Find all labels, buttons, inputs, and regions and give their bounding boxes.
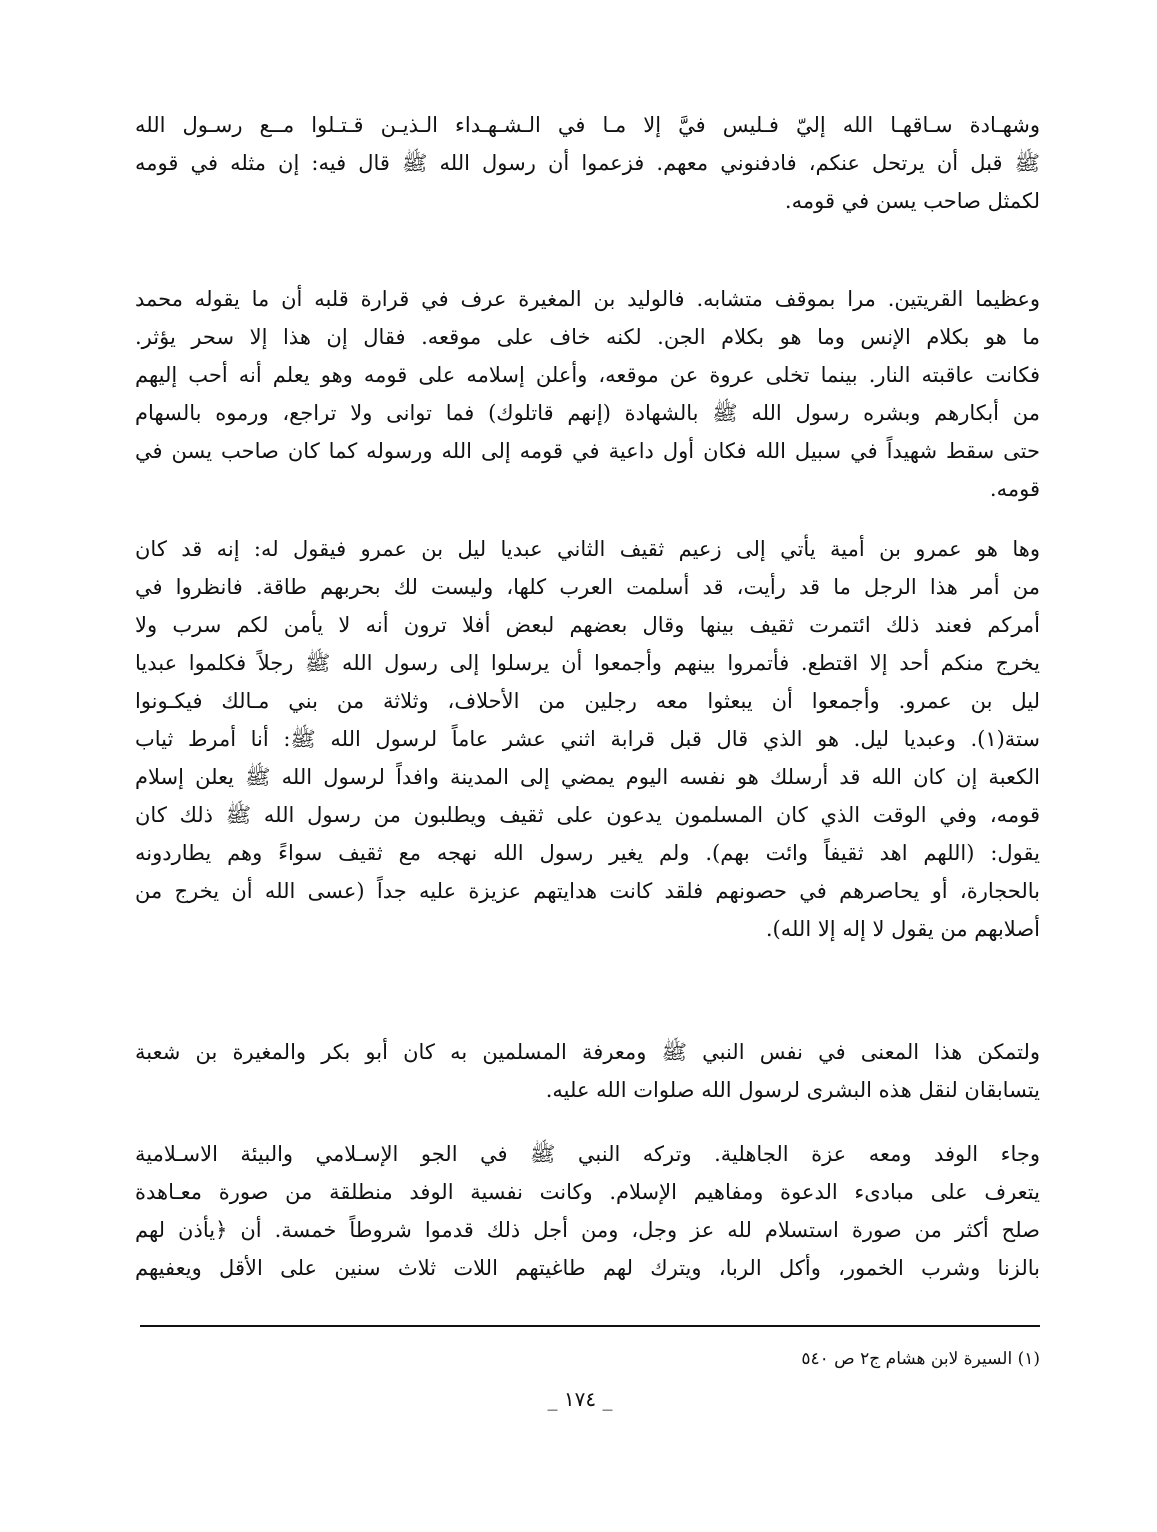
text-line: يتسابقان لنقل هذه البشرى لرسول الله صلوات الله عليه. (545, 1078, 1040, 1102)
text-line: وشهـادة سـاقهـا الله إليّ فـليس فيَّ إلا مـا في الـشـهـداء الـذيـن قـتـلوا مــع رسـول الله (135, 113, 1040, 137)
text-line: صلح أكثر من صورة استسلام لله عز وجل، ومن أجل ذلك قدموا شروطاً خمسة. أن ﴿يأذن لهم (135, 1218, 1040, 1242)
text-line: الكعبة إن كان الله قد أرسلك هو نفسه اليوم يمضي إلى المدينة وافداً لرسول الله ﷺ يعلن إسلام (135, 765, 1040, 789)
text-line: من أبكارهم وبشره رسول الله ﷺ بالشهادة (إنهم قاتلوك) فما توانى ولا تراجع، ورموه بالسهام (135, 401, 1040, 425)
text-line: من أمر هذا الرجل ما قد رأيت، قد أسلمت العرب كلها، وليست لك بحربهم طاقة. فانظروا في (135, 575, 1040, 599)
paragraph (135, 106, 1040, 220)
page-number: _ ١٧٤ _ (547, 1387, 613, 1411)
text-line: ستة(١). وعبديا ليل. هو الذي قال قبل قرابة اثني عشر عاماً لرسول الله ﷺ: أنا أمرط ثياب (135, 727, 1040, 751)
text-line: ولتمكن هذا المعنى في نفس النبي ﷺ ومعرفة المسلمين به كان أبو بكر والمغيرة بن شعبة (135, 1040, 1040, 1064)
paragraph (135, 530, 1040, 948)
text-line: وعظيما القريتين. مرا بموقف متشابه. فالوليد بن المغيرة عرف في قرارة قلبه أن ما يقوله محمد (135, 287, 1040, 311)
text-line: لكمثل صاحب يسن في قومه. (784, 189, 1040, 213)
text-line: يخرج منكم أحد إلا اقتطع. فأتمروا بينهم وأجمعوا أن يرسلوا إلى رسول الله ﷺ رجلاً فكلموا عبديا (135, 651, 1040, 675)
text-line: وها هو عمرو بن أمية يأتي إلى زعيم ثقيف الثاني عبديا ليل بن عمرو فيقول له: إنه قد كان (135, 537, 1040, 561)
text-line: ليل بن عمرو. وأجمعوا أن يبعثوا معه رجلين من الأحلاف، وثلاثة من بني مـالك فيكـونوا (135, 689, 1040, 713)
text-line: يتعرف على مبادىء الدعوة ومفاهيم الإسلام. وكانت نفسية الوفد منطلقة من صورة معـاهدة (135, 1180, 1040, 1204)
text-line: قومه. (989, 477, 1040, 501)
text-line: بالحجارة، أو يحاصرهم في حصونهم فلقد كانت هدايتهم عزيزة عليه جداً (عسى الله أن يخرج من (135, 879, 1040, 903)
text-line: حتى سقط شهيداً في سبيل الله فكان أول داعية في قومه إلى الله ورسوله كما كان صاحب يسن في (135, 439, 1040, 463)
text-line: وجاء الوفد ومعه عزة الجاهلية. وتركه النبي ﷺ في الجو الإسـلامي والبيئة الاسـلامية (135, 1142, 1040, 1166)
paragraph (135, 280, 1040, 508)
text-line: ﷺ قبل أن يرتحل عنكم، فادفنوني معهم. فزعموا أن رسول الله ﷺ قال فيه: إن مثله في قومه (135, 151, 1040, 175)
footnote-divider (140, 1325, 1040, 1327)
footnote: (١) السيرة لابن هشام ج٢ ص ٥٤٠ (801, 1349, 1040, 1369)
text-line: يقول: (اللهم اهد ثقيفاً وائت بهم). ولم يغير رسول الله نهجه مع ثقيف سواءً وهم يطاردونه (135, 841, 1040, 865)
paragraph (135, 1135, 1040, 1287)
text-line: أصلابهم من يقول لا إله إلا الله). (765, 917, 1040, 941)
text-line: ما هو بكلام الإنس وما هو بكلام الجن. لكنه خاف على موقعه. فقال إن هذا إلا سحر يؤثر. (135, 325, 1040, 349)
text-line: قومه، وفي الوقت الذي كان المسلمون يدعون على ثقيف ويطلبون من رسول الله ﷺ ذلك كان (135, 803, 1040, 827)
paragraph (135, 1033, 1040, 1109)
text-line: فكانت عاقبته النار. بينما تخلى عروة عن موقعه، وأعلن إسلامه على قومه وهو يعلم أنه أحب إليهم (135, 363, 1040, 387)
text-line: بالزنا وشرب الخمور، وأكل الربا، ويترك لهم طاغيتهم اللات ثلاث سنين على الأقل ويعفيهم (135, 1256, 1040, 1280)
text-line: أمركم فعند ذلك ائتمرت ثقيف بينها وقال بعضهم لبعض أفلا ترون أنه لا يأمن لكم سرب ولا (135, 613, 1040, 637)
